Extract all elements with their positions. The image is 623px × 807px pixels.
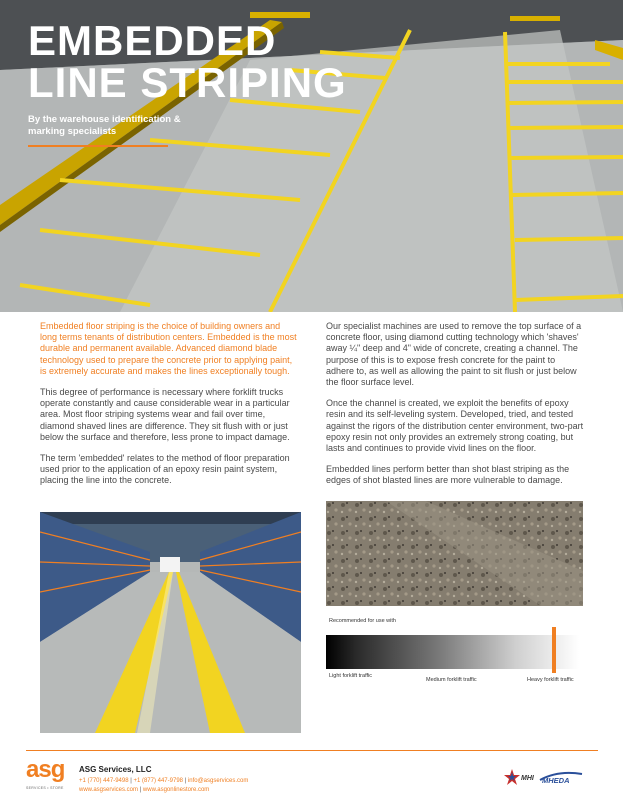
shaved-concrete-photo [326, 501, 583, 606]
company-name: ASG Services, LLC [79, 765, 152, 774]
right-text-column [326, 321, 584, 497]
scale-title: Recommended for use with [329, 618, 396, 624]
mheda-text: MHEDA [542, 776, 570, 785]
traffic-scale [326, 618, 582, 688]
intro-paragraph: Embedded floor striping is the choice of building owners and long terms tenants of distribution centers. Embedded is the most durable and permanent available. Advanced diamond blade technology used to prepare the concrete prior to applying paint, is extremely accurate and makes the lines exceptionally tough. [40, 321, 297, 376]
embedded-definition-paragraph: The term 'embedded' relates to the method of floor preparation used prior to the application of an epoxy resin paint system, placing the line into the concrete. [40, 453, 290, 486]
label-light-traffic: Light forklift traffic [329, 673, 372, 679]
online-store-link[interactable]: www.asgonlinestore.com [142, 787, 210, 793]
title-line-2: LINE STRIPING [28, 59, 347, 106]
mheda-logo [538, 768, 584, 791]
logo-wordmark: asg [26, 756, 65, 783]
epoxy-paragraph: Once the channel is created, we exploit the benefits of epoxy resin and its self-leveling system. Developed, tried, and tested against the rigors of the distribution center environment, two-part epoxy resin not only provides an extremely strong coating, but lasts and continues to provide vivid lines on the floor. [326, 398, 584, 454]
comparison-paragraph: Embedded lines perform better than shot blast striping as the edges of shot blasted lines are more vulnerable to damage. [326, 464, 570, 486]
phone-2[interactable]: +1 (877) 447-9798 [133, 778, 183, 784]
title-line-1: EMBEDDED [28, 17, 277, 64]
traffic-level-marker [552, 627, 556, 673]
logo-tagline: SERVICES • STORE [26, 786, 64, 790]
contact-info: +1 (770) 447-9498 | +1 (877) 447-9798 | info@asgservices.com www.asgservices.com | www.asgonlinestore.com [79, 778, 249, 793]
footer-divider [26, 750, 598, 751]
aisle-photo [40, 512, 301, 733]
left-text-column [40, 321, 298, 497]
hero-banner [0, 0, 623, 312]
mhi-logo [503, 767, 537, 792]
website-link[interactable]: www.asgservices.com [79, 787, 139, 793]
label-heavy-traffic: Heavy forklift traffic [527, 677, 574, 683]
asg-logo [26, 756, 68, 800]
email-link[interactable]: info@asgservices.com [187, 778, 249, 784]
page-title [28, 17, 347, 106]
subtitle: By the warehouse identification & marking specialists [28, 114, 181, 137]
mhi-text: MHI [521, 775, 534, 782]
performance-paragraph: This degree of performance is necessary where forklift trucks operate constantly and cause considerable wear in a particular area. Most floor striping systems wear and fail over time, diamond shaved lines are difference. They sit flush with or just below the surface and therefore, less prone to impact damage. [40, 387, 290, 442]
machines-paragraph: Our specialist machines are used to remove the top surface of a concrete floor, using diamond cutting technology which 'shaves' away ¼" deep and 4" wide of concrete, creating a channel. The purpose of this is to expose fresh concrete for the paint to adhere to, as well as allowing the paint to sit flush or just below the floor surface level. [326, 321, 582, 388]
subtitle-divider [28, 145, 168, 147]
phone-1[interactable]: +1 (770) 447-9498 [79, 778, 129, 784]
label-medium-traffic: Medium forklift traffic [426, 677, 477, 683]
traffic-gradient-bar [326, 635, 579, 669]
